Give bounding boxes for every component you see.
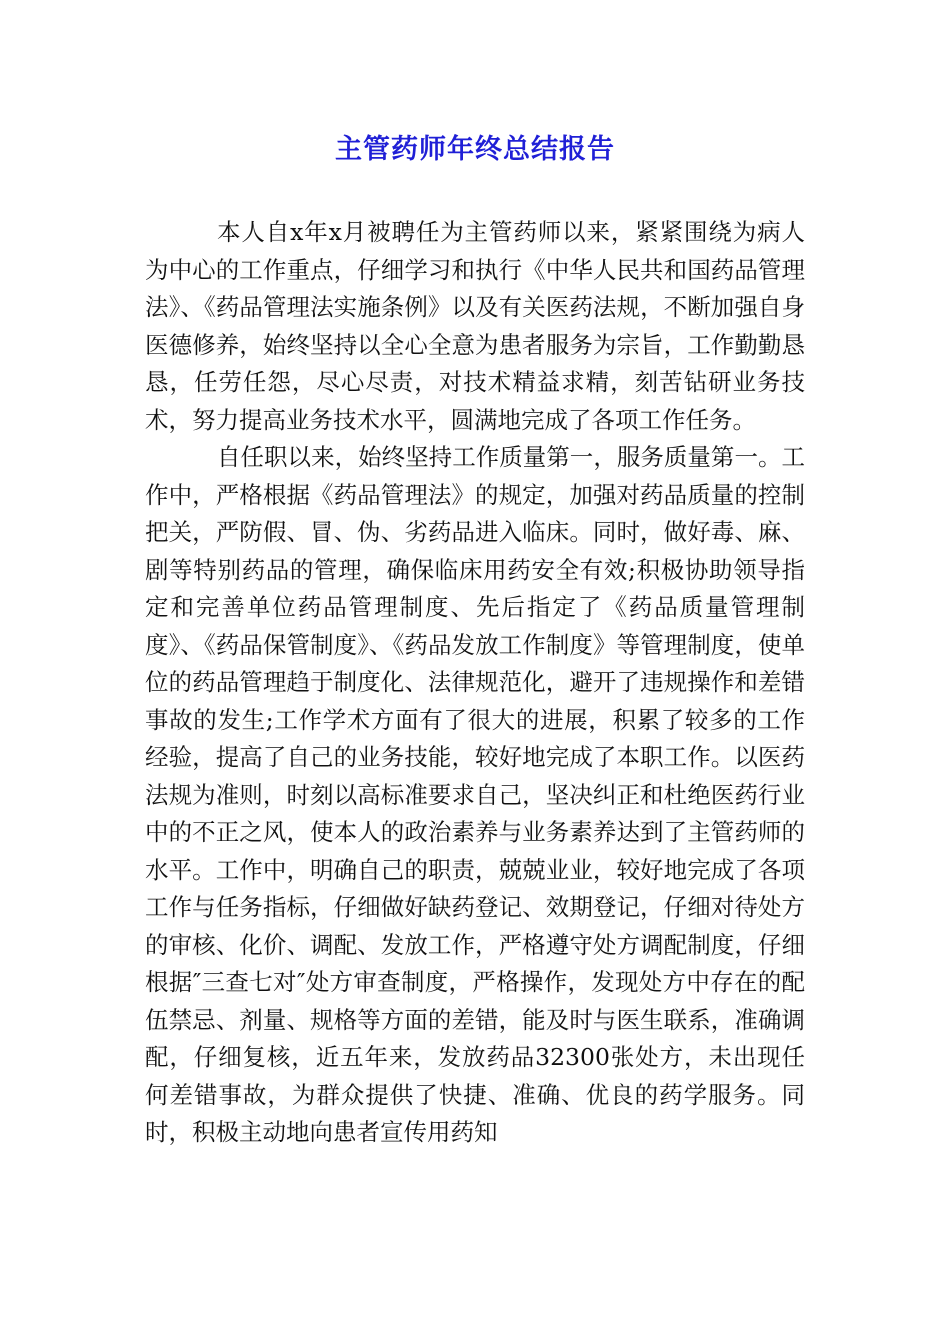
document-body [145,214,805,1152]
paragraph-2: 自任职以来，始终坚持工作质量第一，服务质量第一。工作中，严格根据《药品管理法》的规定，加强对药品质量的控制把关，严防假、冒、伪、劣药品进入临床。同时，做好毒、麻、剧等特别药品的管理，确保临床用药安全有效;积极协助领导指定和完善单位药品管理制度、先后指定了《药品质量管理制度》、《药品保管制度》、《药品发放工作制度》等管理制度，使单位的药品管理趋于制度化、法律规范化，避开了违规操作和差错事故的发生;工作学术方面有了很大的进展，积累了较多的工作经验，提高了自己的业务技能，较好地完成了本职工作。以医药法规为准则，时刻以高标准要求自己，坚决纠正和杜绝医药行业中的不正之风，使本人的政治素养与业务素养达到了主管药师的水平。工作中，明确自己的职责，兢兢业业，较好地完成了各项工作与任务指标，仔细做好缺药登记、效期登记，仔细对待处方的审核、化价、调配、发放工作，严格遵守处方调配制度，仔细根据″三查七对″处方审查制度，严格操作，发现处方中存在的配伍禁忌、剂量、规格等方面的差错，能及时与医生联系，准确调配，仔细复核，近五年来，发放药品32300张处方，未出现任何差错事故，为群众提供了快捷、准确、优良的药学服务。同时，积极主动地向患者宣传用药知 [145,443,805,1146]
document-title: 主管药师年终总结报告 [335,134,615,165]
paragraph-1: 本人自x年x月被聘任为主管药师以来，紧紧围绕为病人为中心的工作重点，仔细学习和执行《中华人民共和国药品管理法》、《药品管理法实施条例》以及有关医药法规，不断加强自身医德修养，始终坚持以全心全意为患者服务为宗旨，工作勤勤恳恳，任劳任怨，尽心尽责，对技术精益求精，刻苦钻研业务技术，努力提高业务技术水平，圆满地完成了各项工作任务。 [145,218,805,434]
